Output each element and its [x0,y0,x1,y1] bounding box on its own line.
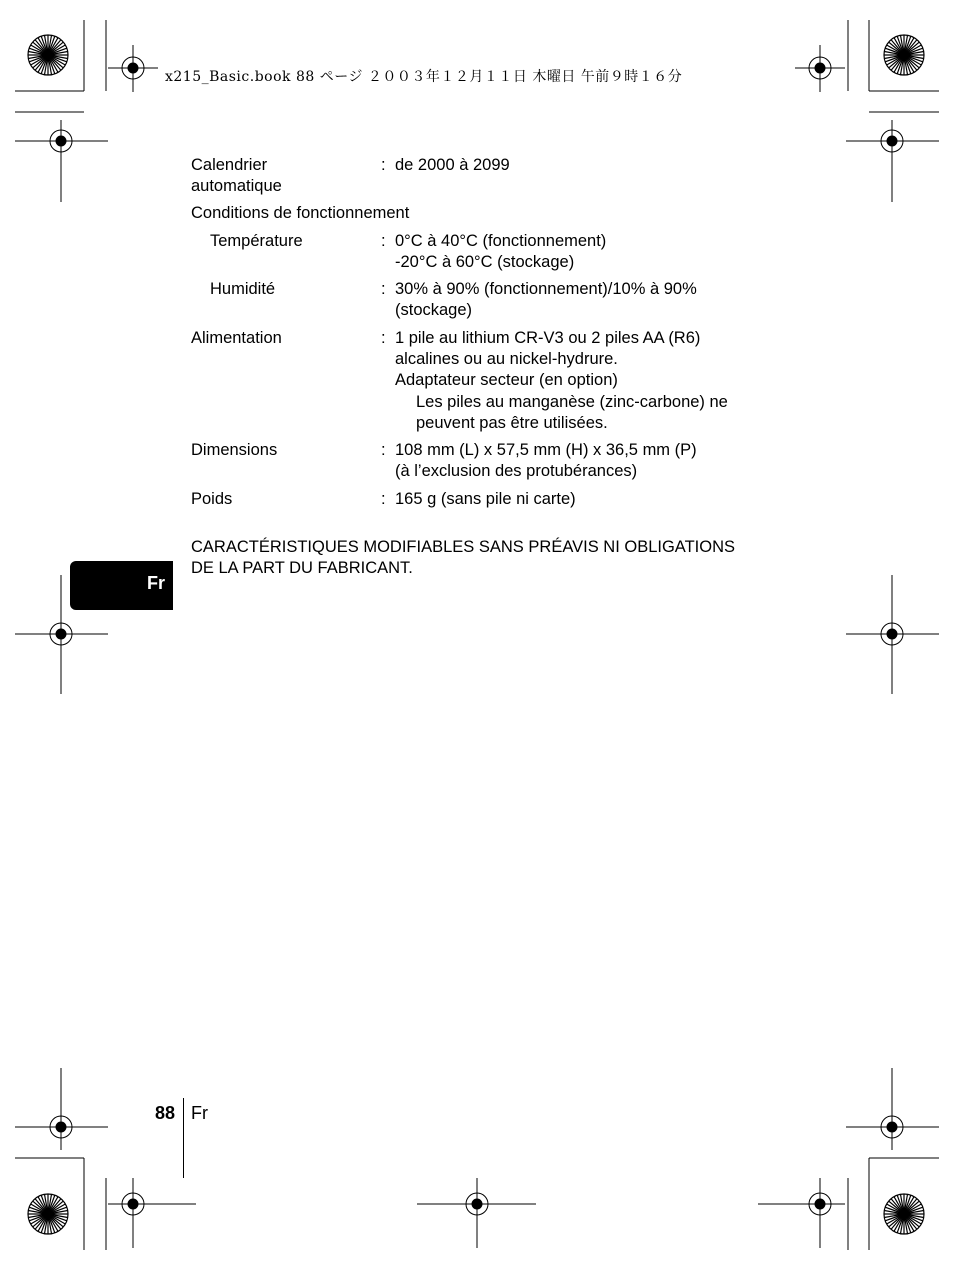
page-number: 88 [155,1103,176,1123]
colon: : [381,329,386,347]
calendar-label-cont: automatique [191,177,282,195]
disclaimer: CARACTÉRISTIQUES MODIFIABLES SANS PRÉAVIS NI OBLIGATIONS [191,538,736,556]
footer-divider [183,1098,184,1178]
temperature-value: 0°C à 40°C (fonctionnement) [395,232,607,250]
registration-crosshair-icon [795,45,845,92]
power-note-cont: peuvent pas être utilisées. [416,414,608,432]
registration-crosshair-icon [846,575,939,694]
power-note: Les piles au manganèse (zinc-carbone) ne [416,393,728,411]
dimensions-value-cont: (à l’exclusion des protubérances) [395,462,638,480]
colon: : [381,490,386,508]
humidity-value: 30% à 90% (fonctionnement)/10% à 90% [395,280,697,298]
humidity-value-cont: (stockage) [395,301,473,319]
print-header: x215_Basic.book 88 ページ ２００３年１２月１１日 木曜日 午前９時１６分 [165,69,683,85]
starburst-target-icon [28,35,68,75]
dimensions-label: Dimensions [191,441,278,459]
registration-crosshair-icon [846,1068,939,1150]
colon: : [381,156,386,174]
colon: : [381,232,386,250]
temperature-label: Température [210,232,303,250]
registration-crosshair-icon [417,1178,536,1248]
registration-crosshair-icon [108,45,158,92]
calendar-label: Calendrier [191,156,268,174]
registration-crosshair-icon [846,120,939,202]
starburst-target-icon [884,35,924,75]
colon: : [381,441,386,459]
power-label: Alimentation [191,329,282,347]
humidity-label: Humidité [210,280,276,298]
colon: : [381,280,386,298]
calendar-value: de 2000 à 2099 [395,156,510,174]
registration-crosshair-icon [758,1178,845,1248]
conditions-heading: Conditions de fonctionnement [191,204,410,222]
language-side-tab-label: Fr [147,573,165,593]
starburst-target-icon [28,1194,68,1234]
dimensions-value: 108 mm (L) x 57,5 mm (H) x 36,5 mm (P) [395,441,697,459]
registration-crosshair-icon [15,1068,108,1150]
temperature-value-cont: -20°C à 60°C (stockage) [395,253,575,271]
starburst-target-icon [884,1194,924,1234]
weight-label: Poids [191,490,233,508]
registration-crosshair-icon [108,1178,196,1248]
disclaimer-cont: DE LA PART DU FABRICANT. [191,559,413,577]
language-side-tab [70,561,173,610]
registration-crosshair-icon [15,120,108,202]
power-value: 1 pile au lithium CR-V3 ou 2 piles AA (R6) [395,329,701,347]
weight-value: 165 g (sans pile ni carte) [395,490,576,508]
footer-language: Fr [191,1103,208,1123]
power-adapter: Adaptateur secteur (en option) [395,371,618,389]
power-value-cont: alcalines ou au nickel-hydrure. [395,350,618,368]
